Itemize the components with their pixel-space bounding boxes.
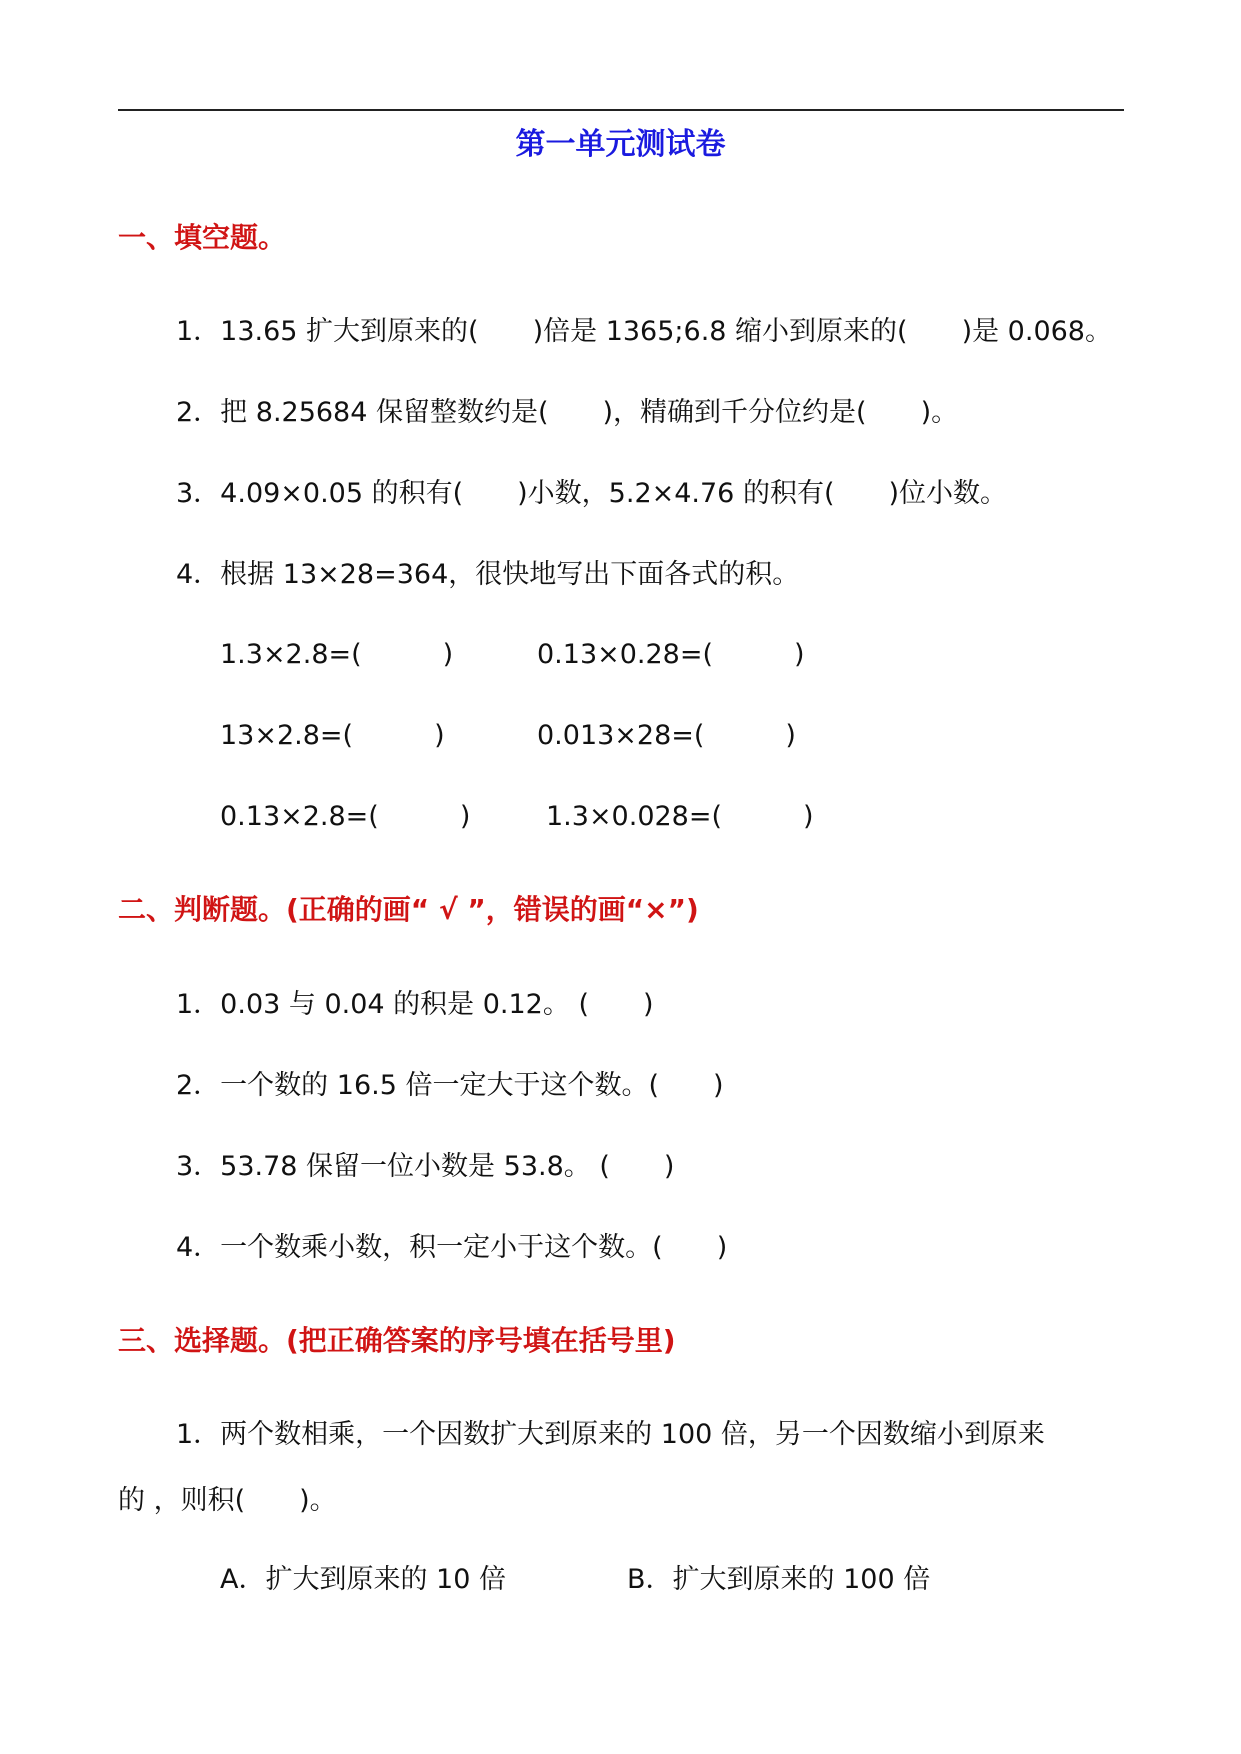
option-a: A．扩大到原来的 10 倍: [220, 1564, 506, 1595]
judge-item-3: 3．53.78 保留一位小数是 53.8。 ( ): [176, 1151, 675, 1182]
page-title: 第一单元测试卷: [515, 127, 726, 162]
judge-item-4: 4．一个数乘小数，积一定小于这个数。( ): [176, 1232, 728, 1263]
option-b: B．扩大到原来的 100 倍: [627, 1564, 931, 1595]
product-row-2-right: 0.013×28=( ): [537, 720, 796, 751]
product-row-1-left: 1.3×2.8=( ): [220, 639, 454, 670]
section-heading-true-false: 二、判断题。(正确的画“ √ ”，错误的画“×”): [118, 893, 699, 926]
product-row-1-right: 0.13×0.28=( ): [537, 639, 805, 670]
product-row-2-left: 13×2.8=( ): [220, 720, 445, 751]
question-1-1: 1．13.65 扩大到原来的( )倍是 1365;6.8 缩小到原来的( )是 0.068。: [176, 316, 1112, 347]
product-row-3-left: 0.13×2.8=( ): [220, 801, 471, 832]
product-row-3-right: 1.3×0.028=( ): [546, 801, 814, 832]
judge-item-2: 2．一个数的 16.5 倍一定大于这个数。( ): [176, 1070, 724, 1101]
question-1-2: 2．把 8.25684 保留整数约是( )，精确到千分位约是( )。: [176, 397, 959, 428]
question-1-3: 3．4.09×0.05 的积有( )小数，5.2×4.76 的积有( )位小数。: [176, 478, 1008, 509]
section-heading-multiple-choice: 三、选择题。(把正确答案的序号填在括号里): [118, 1324, 676, 1357]
choice-question-1-line-2: 的 ，则积( )。: [118, 1485, 337, 1516]
choice-question-1-line-1: 1．两个数相乘，一个因数扩大到原来的 100 倍，另一个因数缩小到原来: [176, 1419, 1045, 1450]
judge-item-1: 1．0.03 与 0.04 的积是 0.12。 ( ): [176, 989, 654, 1020]
section-heading-fill-blank: 一、填空题。: [118, 221, 287, 254]
question-1-4: 4．根据 13×28=364，很快地写出下面各式的积。: [176, 559, 800, 590]
header-rule: [118, 109, 1124, 111]
